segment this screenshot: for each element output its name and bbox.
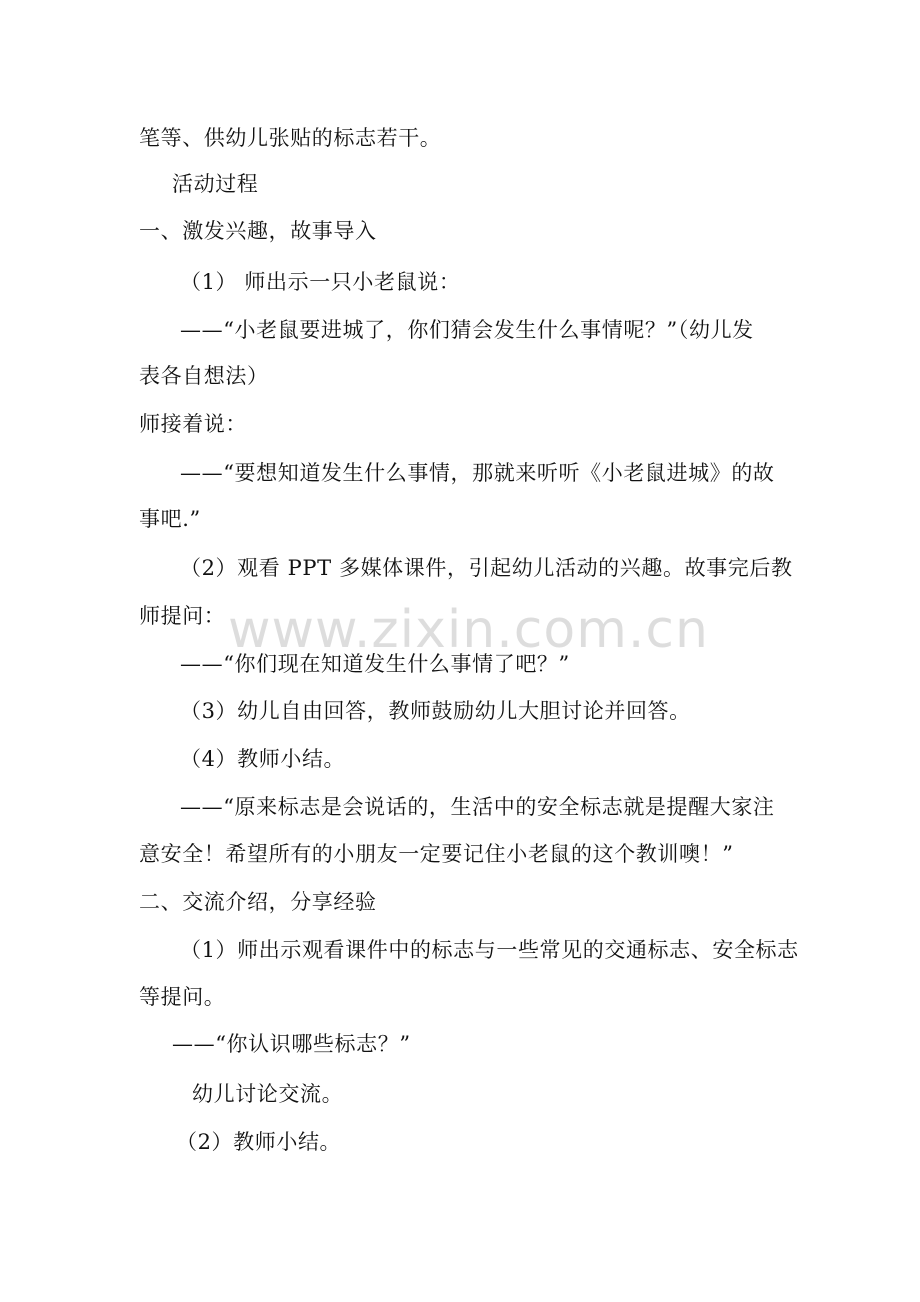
text-line: ——“原来标志是会说话的，生活中的安全标志就是提醒大家注 [180, 795, 775, 819]
text-line: 事吧.” [139, 507, 201, 531]
text-line: （1） 师出示一只小老鼠说： [180, 270, 461, 294]
text-line: 幼儿讨论交流。 [192, 1082, 344, 1106]
text-line: （1）师出示观看课件中的标志与一些常见的交通标志、安全标志 [180, 938, 799, 962]
text-line: 意安全！希望所有的小朋友一定要记住小老鼠的这个教训噢！” [139, 842, 734, 866]
text-line: ——“你们现在知道发生什么事情了吧？” [180, 652, 570, 676]
text-line: ——“小老鼠要进城了，你们猜会发生什么事情呢？”（幼儿发 [180, 318, 754, 342]
text-line: 师提问： [139, 604, 226, 628]
section-heading: 一、激发兴趣，故事导入 [139, 219, 377, 243]
watermark: www.zixin.com.cn [228, 600, 709, 660]
text-line: 活动过程 [172, 172, 259, 196]
text-line: 师接着说： [139, 412, 247, 436]
section-heading: 二、交流介绍，分享经验 [139, 890, 377, 914]
text-line: （2）观看 PPT 多媒体课件，引起幼儿活动的兴趣。故事完后教 [180, 556, 793, 580]
text-line: 笔等、供幼儿张贴的标志若干。 [139, 126, 442, 150]
text-line: ——“要想知道发生什么事情，那就来听听《小老鼠进城》的故 [180, 461, 775, 485]
text-line: （2）教师小结。 [176, 1130, 342, 1154]
text-line: （4）教师小结。 [180, 747, 346, 771]
text-line: 等提问。 [139, 985, 226, 1009]
text-line: 表各自想法） [139, 364, 269, 388]
text-line: （3）幼儿自由回答，教师鼓励幼儿大胆讨论并回答。 [180, 699, 691, 723]
text-line: ——“你认识哪些标志？” [172, 1032, 411, 1056]
